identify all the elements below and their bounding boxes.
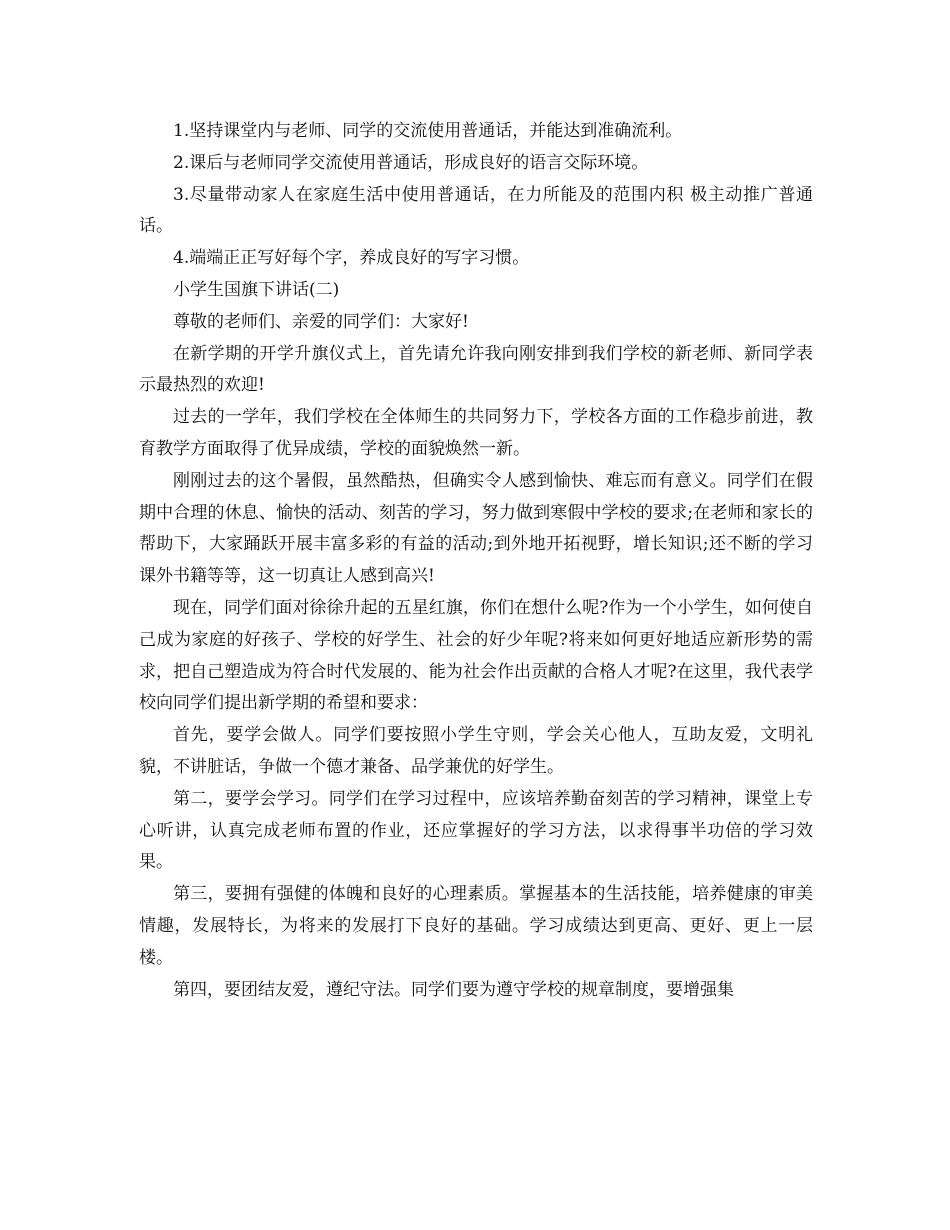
paragraph: 2.课后与老师同学交流使用普通话，形成良好的语言交际环境。 xyxy=(173,152,649,173)
paragraph: 现在，同学们面对徐徐升起的五星红旗，你们在想什么呢?作为一个小学生，如何使自己成为家庭的好孩子、学校的好学生、社会的好少年呢?将来如何更好地适应新形势的需求，把自己塑造成为符合时代发展的、能为社会作出贡献的合格人才呢?在这里，我代表学校向同学们提出新学期的希望和要求： xyxy=(139,597,813,714)
paragraph: 1.坚持课堂内与老师、同学的交流使用普通话，并能达到准确流利。 xyxy=(173,121,683,141)
document-body xyxy=(139,116,813,1006)
greeting: 尊敬的老师们、亲爱的同学们：大家好! xyxy=(173,311,469,332)
paragraph: 首先，要学会做人。同学们要按照小学生守则，学会关心他人，互助友爱，文明礼貌，不讲脏话，争做一个德才兼备、品学兼优的好学生。 xyxy=(139,725,813,777)
paragraph: 过去的一学年，我们学校在全体师生的共同努力下，学校各方面的工作稳步前进，教育教学方面取得了优异成绩，学校的面貌焕然一新。 xyxy=(139,407,813,459)
paragraph: 刚刚过去的这个暑假，虽然酷热，但确实令人感到愉快、难忘而有意义。同学们在假期中合理的休息、愉快的活动、刻苦的学习，努力做到寒假中学校的要求;在老师和家长的帮助下，大家踊跃开展丰富多彩的有益的活动;到外地开拓视野，增长知识;还不断的学习课外书籍等等，这一切真让人感到高兴! xyxy=(139,470,813,587)
paragraph: 第四，要团结友爱，遵纪守法。同学们要为遵守学校的规章制度，要增强集 xyxy=(173,979,734,1000)
paragraph: 在新学期的开学升旗仪式上，首先请允许我向刚安排到我们学校的新老师、新同学表示最热烈的欢迎! xyxy=(139,343,813,396)
paragraph: 第三，要拥有强健的体魄和良好的心理素质。掌握基本的生活技能，培养健康的审美情趣，发展特长，为将来的发展打下良好的基础。学习成绩达到更高、更好、更上一层楼。 xyxy=(139,884,813,968)
paragraph: 3.尽量带动家人在家庭生活中使用普通话，在力所能及的范围内积 极主动推广普通话。 xyxy=(139,184,813,237)
paragraph: 4.端端正正写好每个字，养成良好的写字习惯。 xyxy=(173,248,530,269)
section-title: 小学生国旗下讲话(二) xyxy=(173,279,340,300)
paragraph: 第二，要学会学习。同学们在学习过程中，应该培养勤奋刻苦的学习精神，课堂上专心听讲，认真完成老师布置的作业，还应掌握好的学习方法，以求得事半功倍的学习效果。 xyxy=(139,788,813,873)
